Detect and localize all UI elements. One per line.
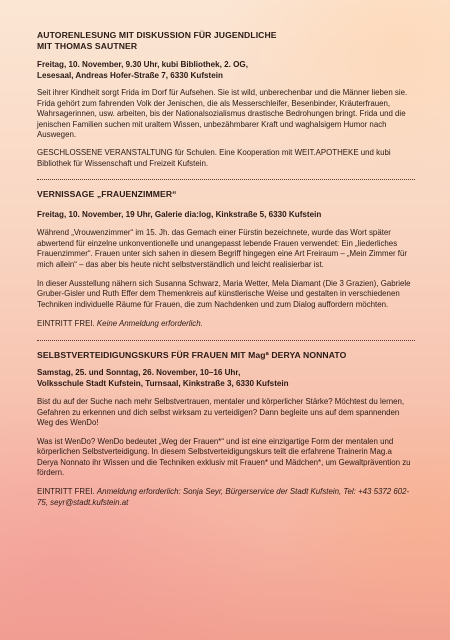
event-title-line-2: MIT THOMAS SAUTNER (37, 41, 138, 51)
entry-note: Keine Anmeldung erforderlich. (96, 319, 203, 329)
event-meta (37, 367, 415, 389)
entry-label: EINTRITT FREI. (37, 487, 97, 497)
event-title: VERNISSAGE „FRAUENZIMMER“ (37, 189, 177, 200)
section-divider (37, 340, 415, 341)
event-entry (37, 319, 415, 330)
event-meta-line-2: Lesesaal, Andreas Hofer-Straße 7, 6330 Kufstein (37, 71, 223, 80)
event-meta-line-2: Volksschule Stadt Kufstein, Turnsaal, Kinkstraße 3, 6330 Kufstein (37, 378, 289, 388)
section-divider (37, 179, 415, 180)
event-note: GESCHLOSSENE VERANSTALTUNG für Schulen. Eine Kooperation mit WEIT.APOTHEKE und kubi Bibliothek für Wissenschaft und Freizeit Kufstein. (37, 147, 391, 168)
event-vernissage (37, 189, 415, 330)
event-description: Bist du auf der Suche nach mehr Selbstvertrauen, mentaler und körperlicher Stärke? Möchtest du lernen, Gefahren zu erkennen und dich selbst wirksam zu verteidigen? Dann begleite uns auf dem spannenden Weg des WenDo! (37, 396, 405, 428)
event-title (37, 30, 415, 52)
event-listing (37, 30, 415, 508)
entry-note: Anmeldung erforderlich: Sonja Seyr, Bürgerservice der Stadt Kufstein, Tel: +43 5372 602-75, seyr@stadt.kufstein.at (37, 487, 410, 507)
event-entry (37, 487, 415, 508)
event-description-2: In dieser Ausstellung nähern sich Susanna Schwarz, Maria Wetter, Mela Diamant (Die 3 Grazien), Gabriele Gruber-Gisler und Ruth Effer dem Themenkreis auf künstlerische Weise und gestalten in verschiedenen Techniken individuelle Räume für Frauen, die zum Nachdenken und zum Dialog auffordern möchten. (37, 278, 411, 309)
event-description: Während „Vrouwenzimmer“ im 15. Jh. das Gemach einer Fürstin bezeichnete, wurde das Wort später abwertend für einzelne unkonventionelle und unangepasst lebende Frauen verwendet: Ein „liederliches Frauenzimmer“. Frauen unter sich sahen in diesem Begriff hingegen eine Art Freiraum – „Mein Zimmer für mich allein“ – das aber bis heute nicht selbstverständlich und leicht realisierbar ist. (37, 228, 407, 269)
event-autorenlesung (37, 30, 415, 169)
event-meta-line-1: Samstag, 25. und Sonntag, 26. November, 10–16 Uhr, (37, 367, 241, 377)
event-description: Seit ihrer Kindheit sorgt Frida im Dorf für Aufsehen. Sie ist wild, unberechenbar und die Männer lieben sie. Frida gehört zum fahrenden Volk der Jenischen, die als Messerschleifer, Besenbinder, Kräuterfrauen, Wahrsagerinnen, usw. arbeiten, bis der Nationalsozialismus drastische Bedrohungen bringt. Frida und die jenischen Familien suchen mit uraltem Wissen, unbezähmbarer Kraft und waghalsigem Humor nach Auswegen. (37, 88, 408, 140)
event-selbstverteidigung (37, 350, 415, 508)
event-description-2: Was ist WenDo? WenDo bedeutet „Weg der Frauen*“ und ist eine einzigartige Form der mentalen und körperlichen Selbstverteidigung. In diesem Selbstverteidigungskurs teilt die erfahrene Trainerin Mag.a Derya Nonnato ihr Wissen und die Techniken exklusiv mit Frauen* und Mädchen*, um Gewaltprävention zu fördern. (37, 436, 411, 478)
event-meta-line-1: Freitag, 10. November, 9.30 Uhr, kubi Bibliothek, 2. OG, (37, 60, 248, 69)
event-title-line-1: AUTORENLESUNG MIT DISKUSSION FÜR JUGENDLICHE (37, 30, 277, 40)
event-meta: Freitag, 10. November, 19 Uhr, Galerie dia:log, Kinkstraße 5, 6330 Kufstein (37, 210, 322, 220)
event-title: SELBSTVERTEIDIGUNGSKURS FÜR FRAUEN MIT Magª DERYA NONNATO (37, 349, 347, 360)
entry-label: EINTRITT FREI. (37, 319, 97, 329)
event-meta (37, 59, 415, 81)
